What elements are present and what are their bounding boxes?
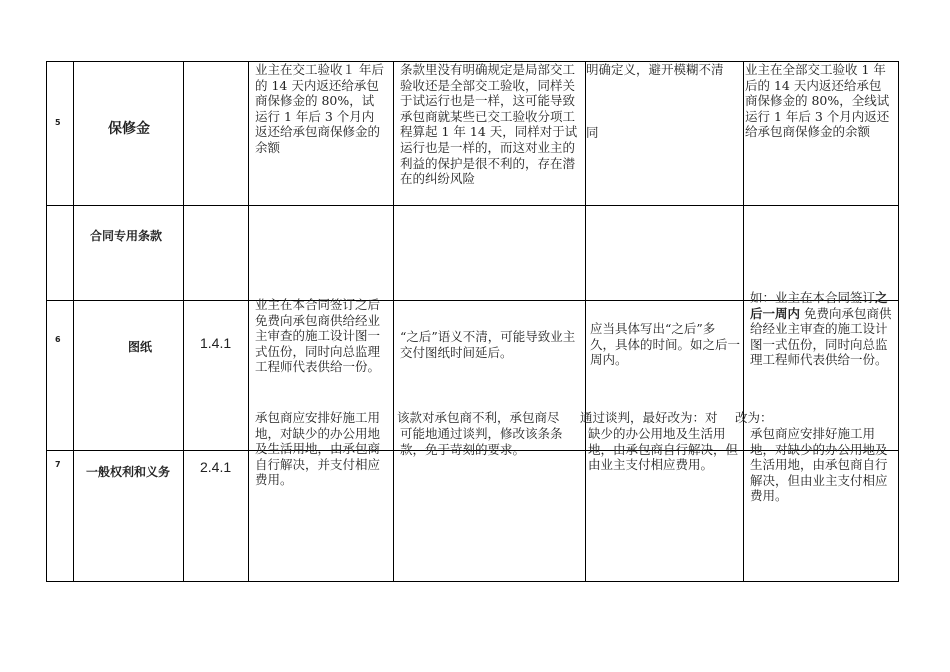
original-clause-text: 业主在交工验收１ 年后的 14 天内返还给承包商保修金的 80%，试运行 1 年后 3 个月内返还给承包商保修金的余额	[255, 62, 384, 155]
original-clause-text: 承包商应安排好施工用地，对缺少的办公用地及生活用地，由承包商自行解决，并支付相应费用。	[255, 410, 381, 488]
row-number: 6	[55, 335, 61, 344]
table-border-right	[898, 61, 899, 582]
row-title: 图纸	[128, 340, 153, 354]
table-column-divider	[393, 61, 394, 582]
suggestion-text: 通过谈判，最好改为：对	[580, 410, 718, 425]
row-title: 保修金	[108, 121, 150, 137]
table-column-divider	[248, 61, 249, 582]
table-column-divider	[743, 61, 744, 582]
table-border-left	[46, 61, 47, 582]
table-row-divider	[46, 205, 899, 206]
suggestion-text-overflow: 同	[586, 125, 599, 140]
risk-analysis-text-cont: 可能地通过谈判，修改该条条款，免于苛刻的要求。	[400, 426, 563, 457]
clause-number: 1.4.1	[200, 335, 232, 351]
suggestion-text: 明确定义，避开模糊不清	[586, 62, 724, 77]
row-title: 一般权利和义务	[86, 465, 171, 479]
table-column-divider	[73, 61, 74, 582]
risk-analysis-text: 条款里没有明确规定是局部交工验收还是全部交工验收，同样关于试运行也是一样，这可能导致承包商就某些已交工验收分项工程算起 1 年 14 天，同样对于试运行也是一样的，而这对业主的利益的保护是很不利的，存在潜在的纠纷风险	[400, 62, 578, 187]
revised-clause-rest: 免费向承包商供给经业主审查的施工设计图一式伍份，同时向总监理工程师代表供给一份。	[750, 305, 892, 368]
risk-analysis-text: “之后”语义不清，可能导致业主交付图纸时间延后。	[400, 329, 576, 360]
revised-clause-text	[750, 290, 896, 368]
row-number: 5	[55, 118, 61, 127]
revised-clause-label: 改为：	[735, 410, 773, 425]
risk-analysis-text: 该款对承包商不利，承包商尽	[397, 410, 560, 425]
revised-clause-prefix: 如：业主在本合同签订	[750, 290, 876, 305]
section-heading: 合同专用条款	[90, 229, 163, 243]
original-clause-text: 业主在本合同签订之后免费向承包商供给经业主审查的施工设计图一式伍份，同时向总监理工程师代表供给一份。	[255, 297, 381, 375]
table-border-bottom	[46, 581, 899, 582]
suggestion-text-cont: 缺少的办公用地及生活用地，由承包商自行解决，但由业主支付相应费用。	[588, 426, 739, 473]
row-number: 7	[55, 460, 61, 469]
clause-number: 2.4.1	[200, 459, 232, 475]
revised-clause-text: 业主在全部交工验收 1 年后的 14 天内返还给承包商保修金的 80%，全线试运行 1 年后 3 个月内返还给承包商保修金的余额	[745, 62, 890, 140]
revised-clause-text: 承包商应安排好施工用地，对缺少的办公用地及生活用地，由承包商自行解决，但由业主支付相应费用。	[750, 426, 888, 504]
table-column-divider	[183, 61, 184, 582]
revised-clause-emphasis: 之后一周内	[750, 290, 888, 321]
suggestion-text: 应当具体写出“之后”多久，具体的时间。如之后一周内。	[590, 321, 741, 368]
